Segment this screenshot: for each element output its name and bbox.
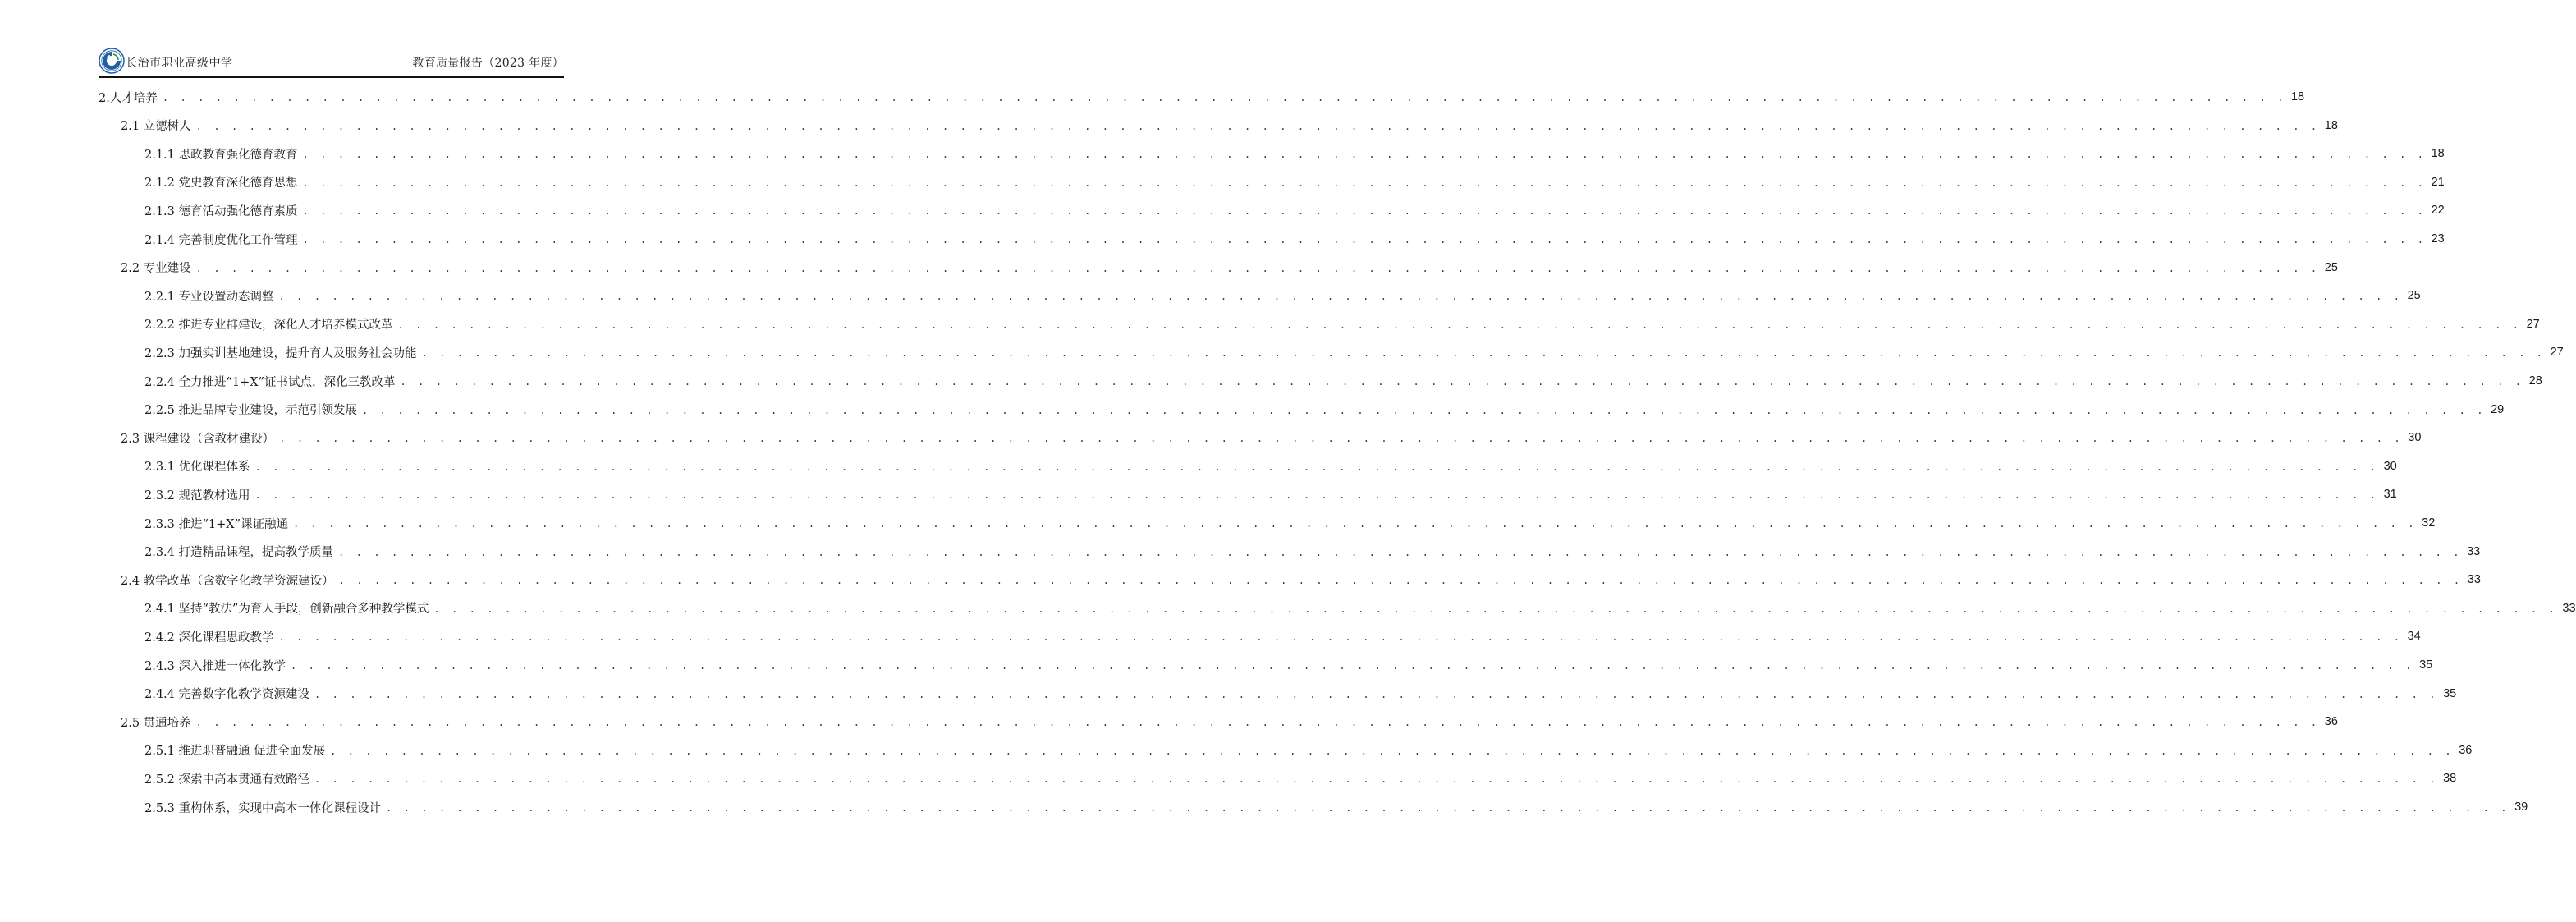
toc-entry-label: 2.3.3 推进“1+X”课证融通 <box>144 517 289 531</box>
page-header <box>99 48 564 76</box>
toc-entry[interactable] <box>144 225 2445 253</box>
toc-entry[interactable] <box>144 651 2433 679</box>
toc-entry-label: 2.4 教学改革（含数字化教学资源建设） <box>121 574 334 588</box>
toc-dot-leader: . . . . . . . . . . . . . . . . . . . . . . . . . . . . . . . . . . . . . . . . . . . . . . . . . . . . . . . . . . . . . . . . . . . . . . . . . . . . . . . . . . . . . . . . . . . . . . . . . . . . . . . . . . . . . . . . . . . . . . . . <box>362 404 2487 416</box>
toc-entry[interactable] <box>121 112 2338 140</box>
toc-entry[interactable] <box>121 254 2338 282</box>
toc-entry-page: 33 <box>2467 573 2481 587</box>
toc-entry[interactable] <box>121 424 2422 452</box>
toc-entry-label: 2.1.4 完善制度优化工作管理 <box>144 233 298 247</box>
toc-dot-leader: . . . . . . . . . . . . . . . . . . . . . . . . . . . . . . . . . . . . . . . . . . . . . . . . . . . . . . . . . . . . . . . . . . . . . . . . . . . . . . . . . . . . . . . . . . . . . . . . . . . . . . . . . . . . . . . . . . . . . . . . <box>254 461 2379 473</box>
toc-entry-page: 33 <box>2562 601 2576 615</box>
toc-dot-leader: . . . . . . . . . . . . . . . . . . . . . . . . . . . . . . . . . . . . . . . . . . . . . . . . . . . . . . . . . . . . . . . . . . . . . . . . . . . . . . . . . . . . . . . . . . . . . . . . . . . . . . . . . . . . . . . . . . . . . . . . <box>302 234 2427 245</box>
toc-dot-leader: . . . . . . . . . . . . . . . . . . . . . . . . . . . . . . . . . . . . . . . . . . . . . . . . . . . . . . . . . . . . . . . . . . . . . . . . . . . . . . . . . . . . . . . . . . . . . . . . . . . . . . . . . . . . . . . . . . . . . . . . <box>195 120 2320 132</box>
toc-dot-leader: . . . . . . . . . . . . . . . . . . . . . . . . . . . . . . . . . . . . . . . . . . . . . . . . . . . . . . . . . . . . . . . . . . . . . . . . . . . . . . . . . . . . . . . . . . . . . . . . . . . . . . . . . . . . . . . . . . . . . . . . <box>338 575 2463 587</box>
toc-dot-leader: . . . . . . . . . . . . . . . . . . . . . . . . . . . . . . . . . . . . . . . . . . . . . . . . . . . . . . . . . . . . . . . . . . . . . . . . . . . . . . . . . . . . . . . . . . . . . . . . . . . . . . . . . . . . . . . . . . . . . . . . <box>400 376 2524 388</box>
toc-entry-page: 38 <box>2443 772 2457 786</box>
toc-entry-page: 25 <box>2407 289 2421 303</box>
toc-entry-label: 2.2.2 推进专业群建设，深化人才培养模式改革 <box>144 319 393 333</box>
toc-entry-page: 22 <box>2431 204 2445 218</box>
toc-dot-leader: . . . . . . . . . . . . . . . . . . . . . . . . . . . . . . . . . . . . . . . . . . . . . . . . . . . . . . . . . . . . . . . . . . . . . . . . . . . . . . . . . . . . . . . . . . . . . . . . . . . . . . . . . . . . . . . . . . . . . . . . <box>195 717 2320 729</box>
toc-entry-label: 2.2.1 专业设置动态调整 <box>144 290 274 304</box>
toc-entry-page: 30 <box>2383 459 2397 473</box>
toc-entry-page: 18 <box>2324 118 2338 132</box>
toc-entry[interactable] <box>144 538 2481 566</box>
toc-entry-page: 21 <box>2431 175 2445 189</box>
toc-dot-leader: . . . . . . . . . . . . . . . . . . . . . . . . . . . . . . . . . . . . . . . . . . . . . . . . . . . . . . . . . . . . . . . . . . . . . . . . . . . . . . . . . . . . . . . . . . . . . . . . . . . . . . . . . . . . . . . . . . . . . . . . <box>302 205 2427 218</box>
toc-dot-leader: . . . . . . . . . . . . . . . . . . . . . . . . . . . . . . . . . . . . . . . . . . . . . . . . . . . . . . . . . . . . . . . . . . . . . . . . . . . . . . . . . . . . . . . . . . . . . . . . . . . . . . . . . . . . . . . . . . . . . . . . <box>302 177 2427 189</box>
toc-dot-leader: . . . . . . . . . . . . . . . . . . . . . . . . . . . . . . . . . . . . . . . . . . . . . . . . . . . . . . . . . . . . . . . . . . . . . . . . . . . . . . . . . . . . . . . . . . . . . . . . . . . . . . . . . . . . . . . . . . . . . . . . <box>338 546 2463 558</box>
toc-entry[interactable] <box>144 509 2436 537</box>
toc-entry-label: 2.1.3 德育活动强化德育素质 <box>144 204 298 218</box>
toc-entry-label: 2.5 贯通培养 <box>121 716 191 730</box>
toc-entry[interactable] <box>144 140 2445 167</box>
header-rule <box>99 76 564 78</box>
toc-entry-page: 34 <box>2407 630 2421 644</box>
toc-entry-page: 32 <box>2422 516 2436 530</box>
toc-entry-page: 35 <box>2419 658 2433 672</box>
toc-entry-label: 2.5.1 推进职普融通 促进全面发展 <box>144 745 326 759</box>
toc-entry-label: 2.1.1 思政教育强化德育教育 <box>144 148 298 162</box>
toc-entry-page: 27 <box>2550 346 2564 360</box>
toc-dot-leader: . . . . . . . . . . . . . . . . . . . . . . . . . . . . . . . . . . . . . . . . . . . . . . . . . . . . . . . . . . . . . . . . . . . . . . . . . . . . . . . . . . . . . . . . . . . . . . . . . . . . . . . . . . . . . . . . . . . . . . . . <box>195 262 2320 274</box>
toc-entry[interactable] <box>144 680 2457 708</box>
toc-entry[interactable] <box>144 736 2473 764</box>
toc-entry[interactable] <box>144 168 2445 196</box>
toc-entry[interactable] <box>144 480 2397 508</box>
toc-dot-leader: . . . . . . . . . . . . . . . . . . . . . . . . . . . . . . . . . . . . . . . . . . . . . . . . . . . . . . . . . . . . . . . . . . . . . . . . . . . . . . . . . . . . . . . . . . . . . . . . . . . . . . . . . . . . . . . . . . . . . . . . <box>314 688 2439 700</box>
toc-entry[interactable] <box>144 764 2457 792</box>
toc-entry[interactable] <box>121 708 2338 736</box>
toc-dot-leader: . . . . . . . . . . . . . . . . . . . . . . . . . . . . . . . . . . . . . . . . . . . . . . . . . . . . . . . . . . . . . . . . . . . . . . . . . . . . . . . . . . . . . . . . . . . . . . . . . . . . . . . . . . . . . . . . . . . . . . . . <box>314 773 2439 786</box>
toc-entry-label: 2.4.2 深化课程思政教学 <box>144 631 274 644</box>
toc-entry[interactable] <box>144 338 2564 366</box>
toc-entry[interactable] <box>144 793 2528 821</box>
toc-entry-page: 39 <box>2514 800 2528 814</box>
toc-dot-leader: . . . . . . . . . . . . . . . . . . . . . . . . . . . . . . . . . . . . . . . . . . . . . . . . . . . . . . . . . . . . . . . . . . . . . . . . . . . . . . . . . . . . . . . . . . . . . . . . . . . . . . . . . . . . . . . . . . . . . . . . <box>433 603 2558 615</box>
toc-entry-label: 2.4.4 完善数字化教学资源建设 <box>144 688 310 702</box>
school-name: 长治市职业高级中学 <box>126 57 233 70</box>
toc-entry[interactable] <box>99 83 2305 111</box>
toc-dot-leader: . . . . . . . . . . . . . . . . . . . . . . . . . . . . . . . . . . . . . . . . . . . . . . . . . . . . . . . . . . . . . . . . . . . . . . . . . . . . . . . . . . . . . . . . . . . . . . . . . . . . . . . . . . . . . . . . . . . . . . . . <box>330 745 2455 757</box>
toc-entry-page: 31 <box>2383 488 2397 502</box>
toc-entry[interactable] <box>144 196 2445 224</box>
toc-dot-leader: . . . . . . . . . . . . . . . . . . . . . . . . . . . . . . . . . . . . . . . . . . . . . . . . . . . . . . . . . . . . . . . . . . . . . . . . . . . . . . . . . . . . . . . . . . . . . . . . . . . . . . . . . . . . . . . . . . . . . . . . <box>386 802 2510 814</box>
toc-dot-leader: . . . . . . . . . . . . . . . . . . . . . . . . . . . . . . . . . . . . . . . . . . . . . . . . . . . . . . . . . . . . . . . . . . . . . . . . . . . . . . . . . . . . . . . . . . . . . . . . . . . . . . . . . . . . . . . . . . . . . . . . <box>293 518 2418 530</box>
toc-entry-page: 29 <box>2491 402 2505 416</box>
toc-entry-page: 23 <box>2431 232 2445 245</box>
toc-entry[interactable] <box>144 594 2576 622</box>
toc-entry[interactable] <box>144 367 2542 395</box>
school-emblem-icon <box>99 48 125 74</box>
toc-entry[interactable] <box>121 566 2481 594</box>
toc-entry-label: 2.3.2 规范教材选用 <box>144 489 250 502</box>
toc-entry-label: 2.2 专业建设 <box>121 262 191 276</box>
toc-entry[interactable] <box>144 282 2421 310</box>
toc-entry-page: 18 <box>2431 147 2445 161</box>
toc-dot-leader: . . . . . . . . . . . . . . . . . . . . . . . . . . . . . . . . . . . . . . . . . . . . . . . . . . . . . . . . . . . . . . . . . . . . . . . . . . . . . . . . . . . . . . . . . . . . . . . . . . . . . . . . . . . . . . . . . . . . . . . . <box>278 631 2403 644</box>
toc-dot-leader: . . . . . . . . . . . . . . . . . . . . . . . . . . . . . . . . . . . . . . . . . . . . . . . . . . . . . . . . . . . . . . . . . . . . . . . . . . . . . . . . . . . . . . . . . . . . . . . . . . . . . . . . . . . . . . . . . . . . . . . . <box>279 433 2404 445</box>
toc-dot-leader: . . . . . . . . . . . . . . . . . . . . . . . . . . . . . . . . . . . . . . . . . . . . . . . . . . . . . . . . . . . . . . . . . . . . . . . . . . . . . . . . . . . . . . . . . . . . . . . . . . . . . . . . . . . . . . . . . . . . . . . . <box>162 92 2286 103</box>
toc-entry-label: 2.1 立德树人 <box>121 120 191 134</box>
toc-entry-label: 2.3.4 打造精品课程，提高教学质量 <box>144 546 334 560</box>
toc-entry-page: 18 <box>2290 90 2305 103</box>
toc-entry-label: 2.3 课程建设（含教材建设） <box>121 432 275 446</box>
toc-entry-page: 28 <box>2528 374 2542 388</box>
toc-dot-leader: . . . . . . . . . . . . . . . . . . . . . . . . . . . . . . . . . . . . . . . . . . . . . . . . . . . . . . . . . . . . . . . . . . . . . . . . . . . . . . . . . . . . . . . . . . . . . . . . . . . . . . . . . . . . . . . . . . . . . . . . <box>278 291 2403 303</box>
toc-entry-label: 2.2.4 全力推进“1+X”证书试点，深化三教改革 <box>144 375 396 389</box>
toc-entry[interactable] <box>144 396 2505 424</box>
toc-entry-label: 2.2.3 加强实训基地建设，提升育人及服务社会功能 <box>144 346 417 360</box>
toc-entry-label: 2.4.1 坚持“教法”为育人手段，创新融合多种教学模式 <box>144 603 429 617</box>
toc-entry-label: 2.3.1 优化课程体系 <box>144 461 250 475</box>
toc-entry-page: 36 <box>2459 743 2473 757</box>
toc-entry-label: 2.人才培养 <box>99 91 158 105</box>
toc-entry-label: 2.4.3 深入推进一体化教学 <box>144 659 286 673</box>
toc-entry-label: 2.2.5 推进品牌专业建设，示范引领发展 <box>144 404 358 418</box>
toc-entry-label: 2.5.3 重构体系，实现中高本一体化课程设计 <box>144 801 382 815</box>
toc-dot-leader: . . . . . . . . . . . . . . . . . . . . . . . . . . . . . . . . . . . . . . . . . . . . . . . . . . . . . . . . . . . . . . . . . . . . . . . . . . . . . . . . . . . . . . . . . . . . . . . . . . . . . . . . . . . . . . . . . . . . . . . . <box>397 319 2522 331</box>
report-title: 教育质量报告（2023 年度） <box>412 57 564 70</box>
toc-entry-label: 2.5.2 探索中高本贯通有效路径 <box>144 773 310 787</box>
toc-entry-page: 36 <box>2324 715 2338 729</box>
toc-entry-page: 33 <box>2467 544 2481 558</box>
toc-entry-page: 30 <box>2408 431 2422 445</box>
toc-entry[interactable] <box>144 310 2540 338</box>
toc-entry[interactable] <box>144 452 2397 480</box>
toc-entry-page: 27 <box>2526 317 2540 331</box>
toc-entry-page: 25 <box>2324 260 2338 274</box>
toc-dot-leader: . . . . . . . . . . . . . . . . . . . . . . . . . . . . . . . . . . . . . . . . . . . . . . . . . . . . . . . . . . . . . . . . . . . . . . . . . . . . . . . . . . . . . . . . . . . . . . . . . . . . . . . . . . . . . . . . . . . . . . . . <box>302 149 2427 161</box>
toc-dot-leader: . . . . . . . . . . . . . . . . . . . . . . . . . . . . . . . . . . . . . . . . . . . . . . . . . . . . . . . . . . . . . . . . . . . . . . . . . . . . . . . . . . . . . . . . . . . . . . . . . . . . . . . . . . . . . . . . . . . . . . . . <box>421 347 2546 360</box>
toc-dot-leader: . . . . . . . . . . . . . . . . . . . . . . . . . . . . . . . . . . . . . . . . . . . . . . . . . . . . . . . . . . . . . . . . . . . . . . . . . . . . . . . . . . . . . . . . . . . . . . . . . . . . . . . . . . . . . . . . . . . . . . . . <box>254 489 2379 502</box>
toc-entry-page: 35 <box>2443 686 2457 700</box>
toc-dot-leader: . . . . . . . . . . . . . . . . . . . . . . . . . . . . . . . . . . . . . . . . . . . . . . . . . . . . . . . . . . . . . . . . . . . . . . . . . . . . . . . . . . . . . . . . . . . . . . . . . . . . . . . . . . . . . . . . . . . . . . . . <box>291 660 2415 672</box>
toc-entry-label: 2.1.2 党史教育深化德育思想 <box>144 177 298 190</box>
toc-entry[interactable] <box>144 622 2421 650</box>
